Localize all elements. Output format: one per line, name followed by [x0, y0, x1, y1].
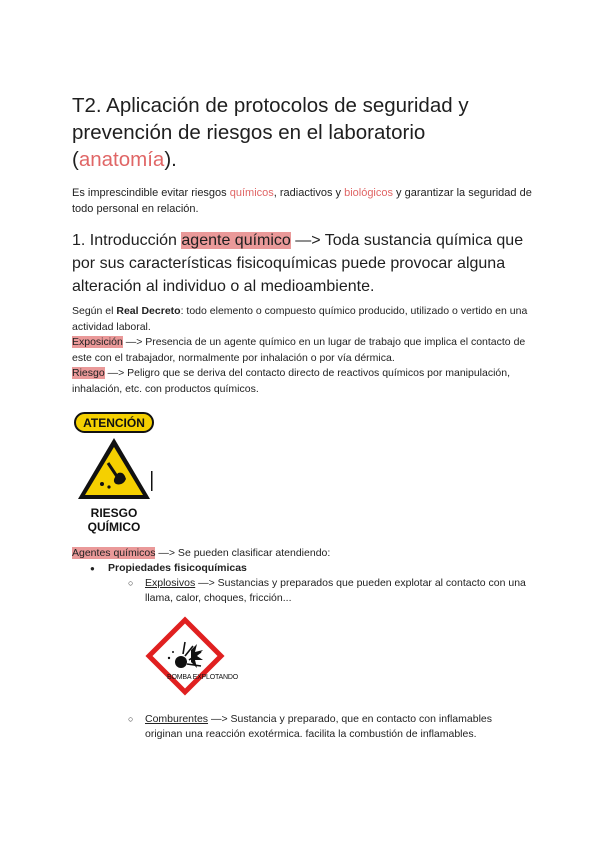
exposicion-label: Exposición — [72, 336, 123, 348]
document-page — [72, 92, 532, 742]
list-item-comburentes — [128, 712, 532, 742]
agentes-rest: —> Se pueden clasificar atendiendo: — [155, 547, 331, 559]
exposicion-rest: —> Presencia de un agente químico en un lugar de trabajo que implica el contacto de este con el trabajador, normalmente por inhalación o por vía dérmica. — [72, 336, 526, 364]
section-highlight-agente-quimico: agente químico — [181, 232, 291, 249]
intro-paragraph — [72, 185, 532, 217]
chemical-risk-sign-icon — [72, 411, 162, 536]
intro-text-3: y garantizar la seguridad de todo personal en relación. — [72, 187, 532, 215]
list-item-explosivos — [128, 576, 532, 698]
explosive-bomb-icon — [145, 616, 255, 698]
decreto-pre: Según el — [72, 305, 117, 317]
intro-word-biologicos: biológicos — [344, 187, 393, 199]
classification-list — [72, 561, 532, 742]
document-title — [72, 92, 532, 173]
decreto-bold: Real Decreto — [116, 305, 181, 317]
term-comburentes: Comburentes — [145, 713, 209, 725]
riesgo-rest: —> Peligro que se deriva del contacto directo de reactivos químicos por manipulación, inhalación, etc. con productos químicos. — [72, 367, 511, 395]
title-line-1: T2. Aplicación de protocolos de seguridad y — [72, 94, 469, 117]
section-rest: —> Toda sustancia química que por sus características fisicoquímicas puede provocar alguna alteración al individuo o al medioambiente. — [72, 232, 524, 295]
bullet-propiedades-label: Propiedades fisicoquímicas — [108, 562, 247, 574]
agentes-label: Agentes químicos — [72, 547, 156, 559]
sign-line-1: RIESGO — [90, 506, 138, 520]
pictogram-label: BOMBA EXPLOTANDO — [167, 674, 238, 681]
paragraph-exposicion — [72, 335, 532, 366]
text-comburentes: —> Sustancia y preparado, que en contacto con inflamables originan una reacción exotérmica. facilita la combustión de inflamables. — [145, 713, 492, 740]
intro-text-2: , radiactivos y — [273, 187, 345, 199]
intro-text-1: Es imprescindible evitar riesgos — [72, 187, 230, 199]
definitions-block — [72, 304, 532, 397]
title-line-2: prevención de riesgos en el laboratorio — [72, 121, 426, 144]
agentes-intro — [72, 546, 532, 561]
title-paren-close: ). — [164, 148, 177, 171]
section-heading-introduccion — [72, 229, 532, 298]
title-highlight-anatomia: anatomía — [78, 148, 165, 171]
section-prefix: 1. Introducción — [72, 232, 182, 249]
paragraph-riesgo — [72, 366, 532, 397]
list-item-propiedades — [90, 561, 532, 742]
explosive-pictogram — [145, 616, 255, 698]
title-paren-open: ( — [72, 148, 79, 171]
chemical-risk-sign — [72, 411, 162, 536]
riesgo-label: Riesgo — [72, 367, 105, 379]
intro-word-quimicos: químicos — [229, 187, 274, 199]
sublist-properties — [108, 576, 532, 742]
paragraph-real-decreto — [72, 304, 532, 335]
text-explosivos: —> Sustancias y preparados que pueden explotar al contacto con una llama, calor, choques, fricción... — [145, 577, 526, 604]
term-explosivos: Explosivos — [145, 577, 196, 589]
sign-line-2: QUÍMICO — [87, 520, 141, 534]
decreto-rest: : todo elemento o compuesto químico producido, utilizado o vertido en una actividad laboral. — [72, 305, 528, 333]
sign-header-text: ATENCIÓN — [83, 416, 145, 430]
